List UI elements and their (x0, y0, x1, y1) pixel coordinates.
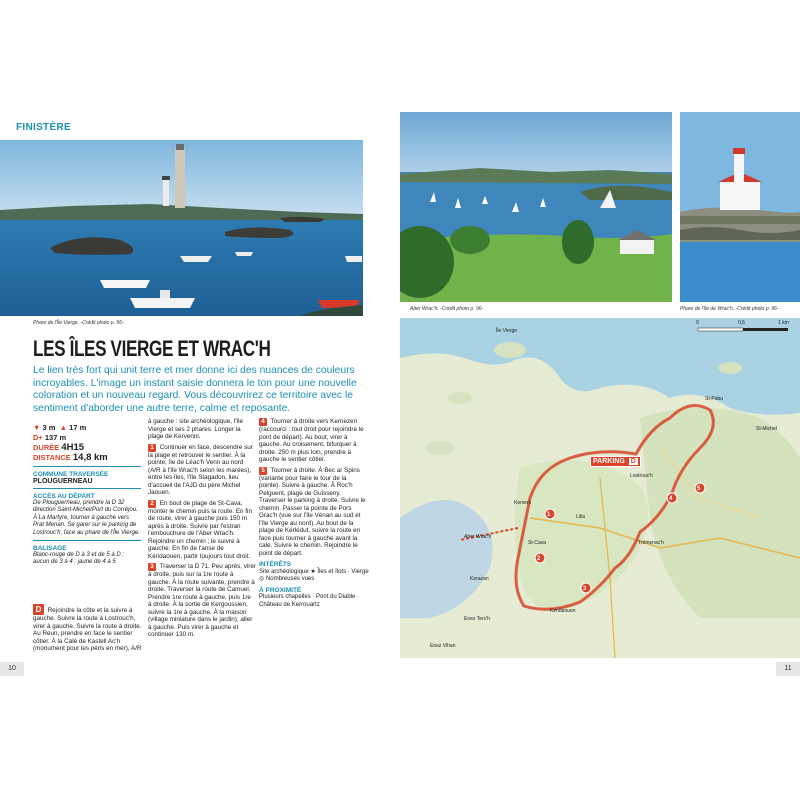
ascent-value: 137 m (44, 433, 67, 442)
access-section (33, 488, 141, 537)
ascent-row (33, 433, 141, 443)
aber-wrach-photo (400, 112, 672, 302)
map-label-enez-terch: Enez Terc'h (464, 616, 490, 622)
interets-text: Site archéologique ★ Îles et îlots · Vierge ◎ Nombreuses vues (259, 568, 369, 582)
step-4 (259, 418, 369, 464)
distance-value: 14,8 km (72, 452, 108, 463)
middle-column (148, 418, 256, 642)
map-label-st-cava: St-Cava (528, 540, 547, 546)
continued-text: à gauche : site archéologique, l'île Vierge et ses 2 phares. Longer la plage de Kervenni. (148, 418, 244, 440)
duration-value: 4H15 (61, 442, 85, 453)
parking-label: PARKING (593, 458, 625, 465)
svg-text:5: 5 (697, 486, 701, 492)
step-5-text: Tourner à droite. À Bec ar Spins (variante pour faire le tour de la pointe). Suivre à gauche. À Roc'h Pelguent, plage de Guisseny. Traverser le parking à droite. Suivre le chemin. Passer la pointe de Pors Grac'h (vue sur l'île Vénan au sud et l'île Vierge au nord). Au bout de la plage de Kérlédut, suivre la route en face puis tourner à gauche avant la cale. Suivre le chemin. Rejoindre le point de départ. (259, 466, 366, 557)
step-2 (148, 500, 256, 561)
map-label-enez-vihan: Enez Vihan (430, 643, 456, 649)
aber-wrach-photo-illustration (400, 112, 672, 302)
svg-text:2: 2 (537, 556, 541, 562)
region-label: FINISTÈRE (16, 122, 71, 133)
step-3 (148, 563, 256, 639)
commune-section (33, 466, 141, 485)
balisage-text: Blanc-rouge de D à 3 et de 5 à D ; aucun de 3 à 4 ; jaune de 4 à 5 (33, 552, 125, 566)
scale-half: 0,5 (738, 320, 745, 326)
lighthouse-photo-caption: Phare de l'Île Vierge. -Crédit photo p. 96- (33, 320, 124, 326)
scale-0: 0 (696, 320, 699, 326)
map-label-lilia: Lilia (576, 514, 585, 520)
map-label-tremenach: Trémenac'h (638, 540, 665, 546)
page-title: LES ÎLES VIERGE ET WRAC'H (33, 336, 271, 361)
parking-step: D (630, 458, 636, 465)
lighthouse-photo-illustration (0, 140, 363, 316)
balisage-section (33, 540, 141, 567)
map-label-ile-vierge: Île Vierge (496, 328, 518, 334)
svg-text:3: 3 (583, 586, 587, 592)
route-map[interactable] (400, 318, 800, 658)
step-1-text: Continuer en face, descendre sur la plage et retrouver le sentier. À la pointe, île de Léac'h Venn au nord (A/R à l'île Wrac'h selon les marées), entre les îles, l'île Stagadon, lieu d'accueil de l'AJD du père Michel Jaouen. (148, 443, 253, 496)
interets-heading: INTÉRÊTS (259, 561, 292, 568)
elevation-max: 17 m (69, 423, 87, 432)
map-label-lostrouch: Lostrouc'h (630, 473, 653, 479)
map-label-aber-wrach: Aber Wrac'h (464, 534, 492, 540)
map-label-st-pabu: St-Pabu (705, 396, 724, 402)
duration-label: DURÉE (33, 443, 60, 452)
distance-label: DISTANCE (33, 453, 71, 462)
page-number-left: 10 (0, 662, 24, 676)
hike-stats-panel (33, 423, 141, 567)
lighthouse-photo (0, 140, 363, 316)
commune-heading: COMMUNE TRAVERSÉE (33, 471, 109, 478)
step-d-badge: D (33, 604, 44, 615)
right-column (259, 418, 369, 609)
commune-name: PLOUGUERNEAU (33, 478, 93, 485)
step-d-column (33, 604, 143, 656)
step-4-text: Tourner à droite vers Kernezen (raccourci : tout droit pour rejoindre le pont de départ). Au bout, virer à gauche. Au croisement, bifurquer à droite. 250 m plus loin, prendre à gauche le sentier côtier. (259, 418, 364, 463)
parking-marker (590, 456, 641, 467)
svg-text:4: 4 (669, 496, 673, 502)
step-d-text: Rejoindre la côte et la suivre à gauche. Suivre la route à Lostrouc'h, virer à gauche. Suivre la route à droite. Au Reun, prendre en face le sentier côtier. À la Calé de Kastell Ac'h (monument pour les péris en mer), A/R (33, 607, 142, 652)
balisage-heading: BALISAGE (33, 545, 67, 553)
step-3-text: Traverser la D 71. Peu après, virer à droite, puis sur la 1re route à gauche. À la route suivante, prendre à droite. Traverser la route de Camuel. Prendre 1re route à gauche, puis 1re à droite. À la sortie de Kergoussien, suivre la 1re à gauche. À la maison (village miniature dans le jardin), aller à gauche. Puis virer à gauche et continuer 130 m. (148, 563, 256, 638)
elevation-row (33, 423, 141, 433)
ascent-label: D+ (33, 433, 43, 442)
wrach-lighthouse-photo-illustration (680, 112, 800, 302)
step-2-text: En bout de plage de St-Cava, monter le chemin puis la route. En fin de route, virer à gauche puis 150 m après à droite. Suivre par l'estran l'embouchure de l'Aber Wrac'h. Rejoindre un chemin ; le suivre à gauche. En fin de l'anse de Kéridaouen, partir toujours tout droit. (148, 499, 252, 560)
scale-1km: 1 km (778, 320, 789, 326)
step-2-badge: 2 (148, 500, 156, 508)
intro-text: Le lien très fort qui unit terre et mer donne ici des nuances de couleurs incroyables. L'image un instant saisie donnera le ton pour une nouvelle coloration et un nouveau regard. Vous découvrirez ce territoire avec le sentiment d'aborder une autre terre, calme et reposante. (33, 365, 357, 414)
step-d (33, 604, 143, 653)
wrach-lighthouse-caption: Phare de l'île de Wrac'h. -Crédit photo p. 96- (680, 306, 779, 312)
step-3-badge: 3 (148, 563, 156, 571)
access-heading: ACCÈS AU DÉPART (33, 493, 95, 500)
map-label-keridaouen: Kéridaouen (550, 608, 576, 614)
step-1-badge: 1 (148, 444, 156, 452)
step-5 (259, 467, 369, 558)
aber-wrach-caption: Aber Wrac'h. -Crédit photo p. 96- (410, 306, 484, 312)
map-label-kerazan: Kerazan (470, 576, 489, 582)
wrach-lighthouse-photo (680, 112, 800, 302)
elevation-max-icon: ▲ (59, 423, 68, 432)
elevation-min: 3 m (42, 423, 56, 432)
proximite-heading: À PROXIMITÉ (259, 586, 302, 594)
step-1 (148, 444, 256, 497)
route-map-illustration (400, 318, 800, 658)
elevation-min-icon: ▼ (33, 423, 41, 432)
step-5-badge: 5 (259, 467, 267, 475)
distance-row (33, 453, 141, 463)
map-label-st-michel: St-Michel (756, 426, 777, 432)
step-4-badge: 4 (259, 418, 267, 426)
access-text: De Plouguerneau, prendre la D 32 direction Saint-Michel/Port du Corréjou. À La Martyre, tourner à gauche vers Prat Menan. Se garer sur le parking de Lostrouc'h, face au phare de l'Île Vierge. (33, 500, 140, 536)
map-label-kerverc: Kerverc (514, 500, 532, 506)
proximite-text: Plusieurs chapelles · Pont du Diable · Château de Kerrouartz (259, 594, 360, 608)
svg-text:1: 1 (547, 512, 551, 518)
page-number-right: 11 (776, 662, 800, 676)
